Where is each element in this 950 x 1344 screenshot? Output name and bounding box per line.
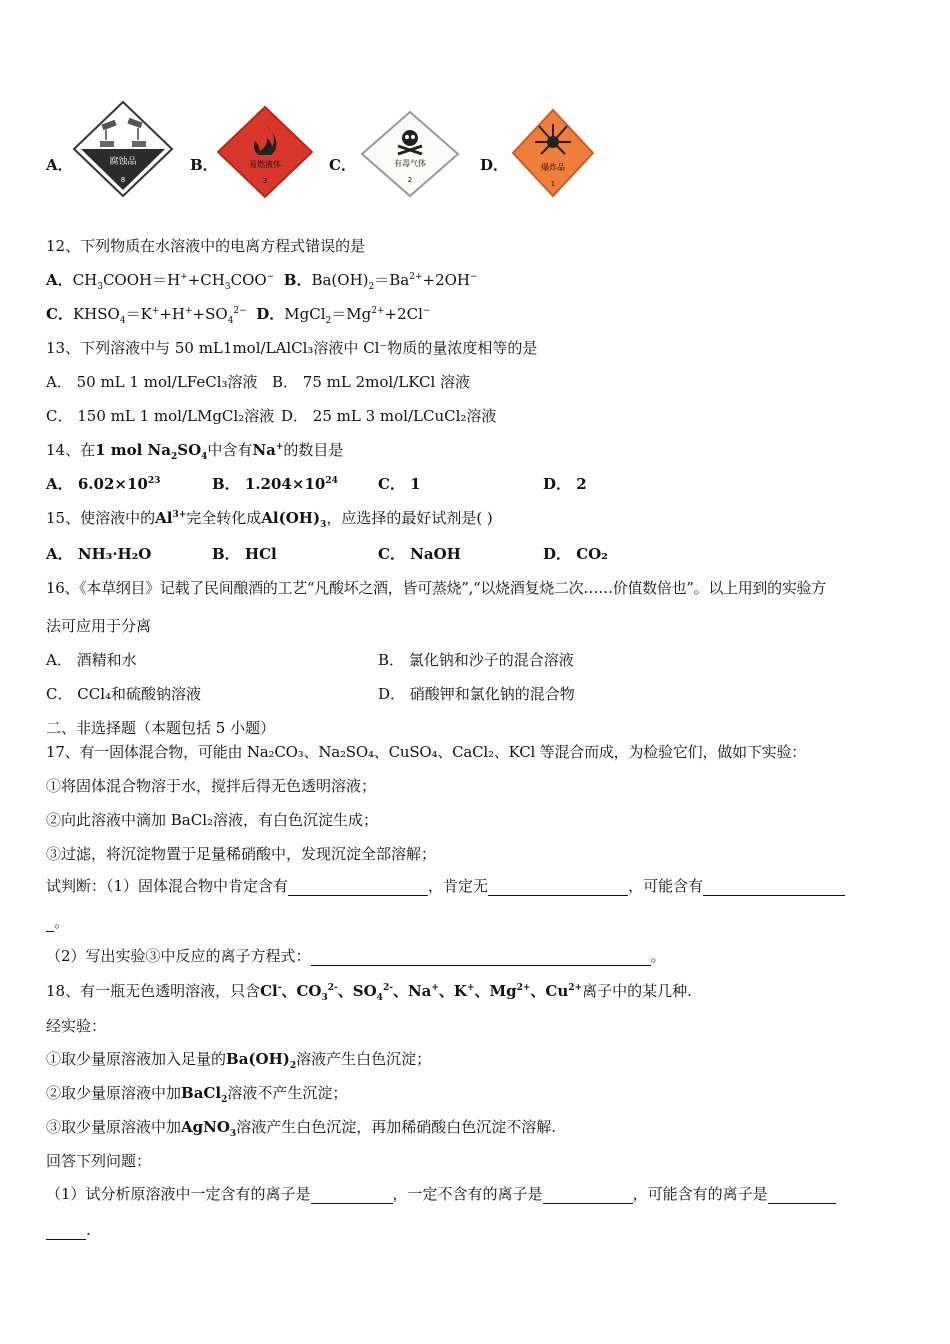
corrosive-sign-icon <box>72 100 174 198</box>
q13-option-b: B． 75 mL 2mol/LKCl 溶液 <box>272 373 471 391</box>
q13-option-a: A． 50 mL 1 mol/LFeCl₃溶液 <box>46 373 258 391</box>
answer-blank[interactable] <box>311 949 651 966</box>
answer-blank[interactable] <box>288 879 428 896</box>
q18-step-1: ①取少量原溶液加入足量的$Ba(OH)_2$溶液产生白色沉淀； <box>46 1050 432 1071</box>
q18-step-2: ②取少量原溶液中加BaCl$_2$溶液不产生沉淀； <box>46 1084 348 1105</box>
q13-stem: 13、下列溶液中与 50 mL1mol/LAlCl₃溶液中 Cl⁻物质的量浓度相等的是 <box>46 339 538 357</box>
q14-option-a: A． $6.02\times 10^{23}$ <box>46 475 161 493</box>
q14-option-c: C． 1 <box>378 475 421 493</box>
sign-c-letter: C． <box>329 156 356 174</box>
q15-option-b: B． HCl <box>212 545 277 563</box>
sign-b-text: 易燃液体 <box>249 160 281 169</box>
sign-a-text: 腐蚀品 <box>109 157 137 167</box>
q18-stem: 18、有一瓶无色透明溶液，只含Cl-、$CO_3^{2-}$、$SO_4^{2-}$、Na+、K+、$Mg^{2+}$、$Cu^{2+}$离子中的某几种. <box>46 982 692 1003</box>
q13-option-d: D． 25 mL 3 mol/LCuCl₂溶液 <box>281 407 497 425</box>
q18-part-1-end: . <box>46 1220 91 1240</box>
q15-stem: 15、使溶液中的$Al^{3+}$完全转化成$Al(OH)_3$，应选择的最好试剂是( ) <box>46 509 493 530</box>
answer-blank[interactable] <box>46 1223 86 1240</box>
q17-step-2: ②向此溶液中滴加 BaCl₂溶液，有白色沉淀生成； <box>46 811 379 829</box>
sign-a-num: 8 <box>120 176 126 184</box>
q12-stem: 12、下列物质在水溶液中的电离方程式错误的是 <box>46 237 366 255</box>
sign-b-num: 3 <box>262 177 268 185</box>
toxic-sign-icon <box>360 110 460 198</box>
q16-stem-line1: 16、《本草纲目》记载了民间酿酒的工艺“凡酸坏之酒，皆可蒸烧”,“以烧酒复烧二次……价值数倍也”。以上用到的实验方 <box>46 579 826 597</box>
q12-b-letter: B． <box>283 271 312 289</box>
q16-option-b: B． 氯化钠和沙子的混合溶液 <box>378 651 574 669</box>
q17-step-1: ①将固体混合物溶于水，搅拌后得无色透明溶液； <box>46 777 377 795</box>
sign-d-num: 1 <box>550 180 556 188</box>
q17-part-1-end: 。 <box>46 912 69 932</box>
q16-stem-line2: 法可应用于分离 <box>46 617 152 635</box>
q12-c-letter: C． <box>46 305 73 323</box>
q16-option-a: A． 酒精和水 <box>46 651 137 669</box>
q17-stem: 17、有一固体混合物，可能由 Na₂CO₃、Na₂SO₄、CuSO₄、CaCl₂、KCl 等混合而成，为检验它们，做如下实验： <box>46 743 807 761</box>
q15-option-a: A． NH₃·H₂O <box>46 545 152 563</box>
q13-option-c: C． 150 mL 1 mol/LMgCl₂溶液 <box>46 407 275 425</box>
q16-option-d: D． 硝酸钾和氯化钠的混合物 <box>378 685 575 703</box>
answer-blank[interactable] <box>311 1187 393 1204</box>
q15-option-d: D． CO₂ <box>543 545 608 563</box>
q14-option-b: B． $1.204\times 10^{24}$ <box>212 475 338 493</box>
q12-options-ab: A．$CH_3COOH=H^++CH_3COO^-$ B．$Ba(OH)_2=Ba^{2+}+2OH^-$ <box>46 271 478 292</box>
sign-d-text: 爆炸品 <box>541 163 565 172</box>
flammable-sign-icon <box>216 105 314 199</box>
q12-options-cd: C．$KHSO_4=K^++H^++SO_4^{2-}$ D．$MgCl_2=Mg^{2+}+2Cl^-$ <box>46 305 431 326</box>
answer-blank[interactable] <box>543 1187 633 1204</box>
q12-d-letter: D． <box>256 305 285 323</box>
answer-blank[interactable] <box>768 1187 836 1204</box>
sign-a-letter: A． <box>46 156 73 174</box>
q18-answer-label: 回答下列问题： <box>46 1152 152 1170</box>
q12-a-letter: A． <box>46 271 73 289</box>
q15-option-c: C． NaOH <box>378 545 461 563</box>
section-2-heading: 二、非选择题（本题包括 5 小题） <box>46 719 276 737</box>
q17-step-3: ③过滤，将沉淀物置于足量稀硝酸中，发现沉淀全部溶解； <box>46 845 437 863</box>
answer-blank[interactable] <box>703 879 845 896</box>
answer-blank[interactable] <box>46 915 54 932</box>
q18-part-1: （1）试分析原溶液中一定含有的离子是 ，一定不含有的离子是 ，可能含有的离子是 <box>46 1184 836 1204</box>
q14-stem: 14、在1 mol $Na_2SO_4$中含有Na+的数目是 <box>46 441 344 462</box>
sign-c-text: 有毒气体 <box>394 159 426 168</box>
sign-d-letter: D． <box>480 156 509 174</box>
q16-option-c: C． CCl₄和硫酸钠溶液 <box>46 685 202 703</box>
q17-part-1: 试判断：（1）固体混合物中肯定含有 ，肯定无 ，可能含有 <box>46 876 845 896</box>
q14-option-d: D． 2 <box>543 475 587 493</box>
q18-experiment-label: 经实验： <box>46 1017 107 1035</box>
sign-c-num: 2 <box>407 176 413 184</box>
answer-blank[interactable] <box>488 879 628 896</box>
q18-step-3: ③取少量原溶液中加AgNO$_3$溶液产生白色沉淀，再加稀硝酸白色沉淀不溶解. <box>46 1118 556 1139</box>
sign-b-letter: B． <box>190 156 218 174</box>
q17-part-2: （2）写出实验③中反应的离子方程式： 。 <box>46 947 666 965</box>
explosive-sign-icon <box>511 108 595 198</box>
